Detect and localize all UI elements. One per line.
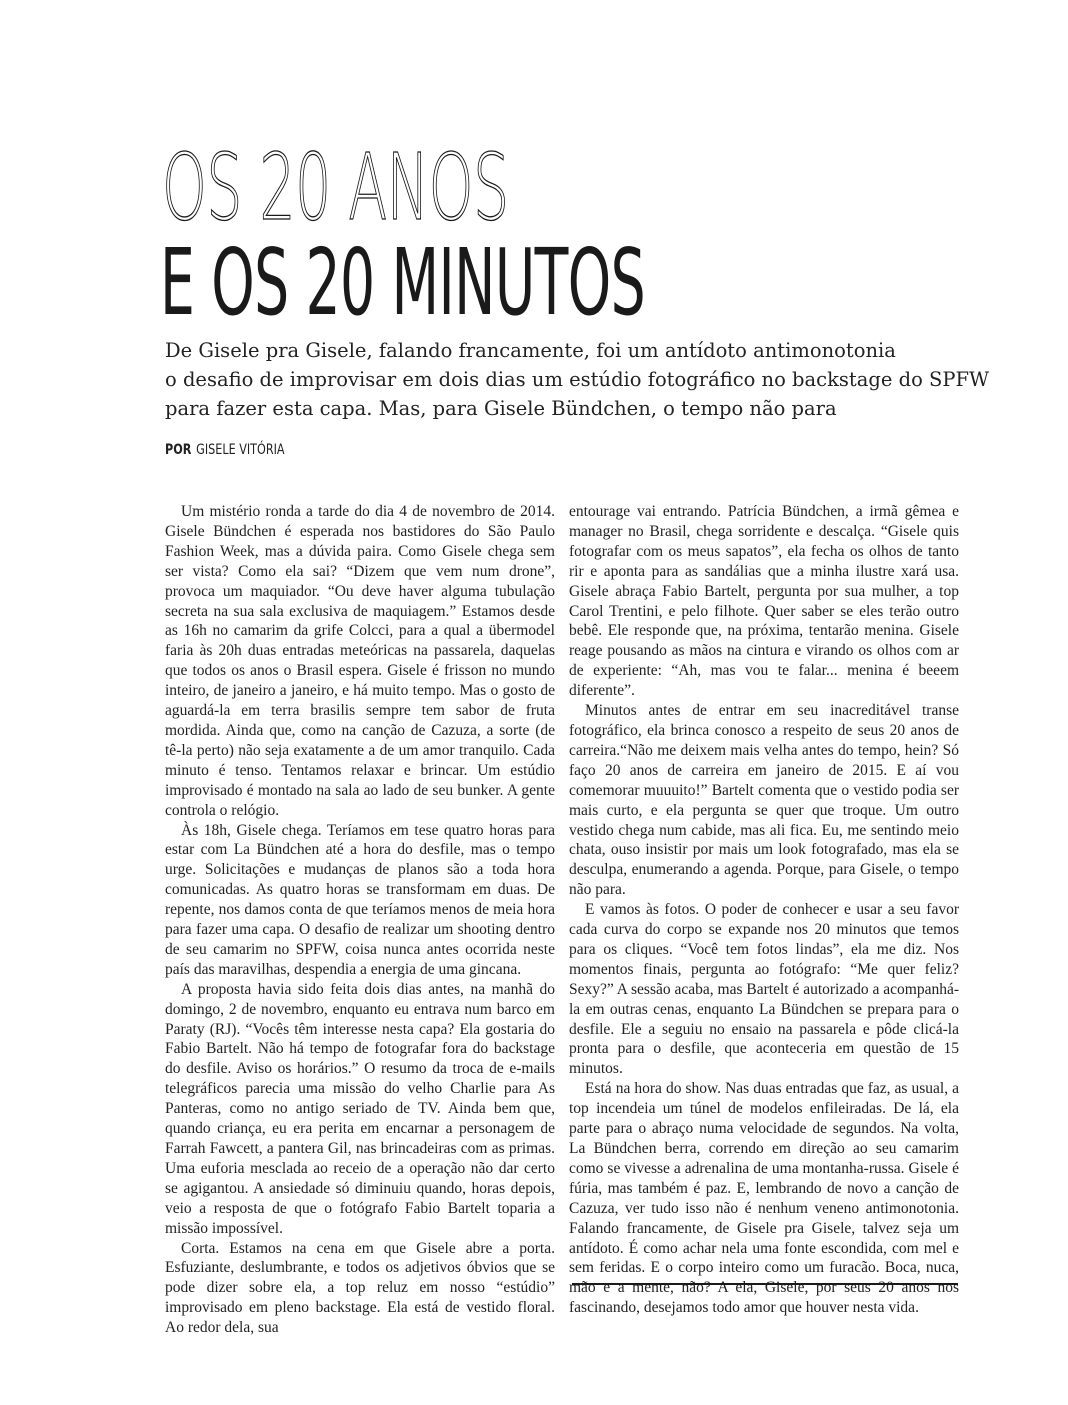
headline-line-2: E OS 20 MINUTOS bbox=[160, 229, 646, 336]
deck-line: para fazer esta capa. Mas, para Gisele Bündchen, o tempo não para bbox=[165, 397, 837, 420]
body-paragraph: E vamos às fotos. O poder de conhecer e usar a seu favor cada curva do corpo se expande nos 20 minutos que temos para os cliques. “Você tem fotos lindas”, ela me diz. Nos momentos finais, pergunta ao fotógrafo: “Me quer feliz? Sexy?” A sessão acaba, mas Bartelt é autorizado a acompanhá-la em outras cenas, enquanto La Bündchen se prepara para o desfile. Ele a seguiu no ensaio na passarela e pôde clicá-la pronta para o desfile, que aconteceria em questão de 15 minutos. bbox=[569, 901, 959, 1078]
deck-line: De Gisele pra Gisele, falando francamente, foi um antídoto antimonotonia bbox=[165, 339, 896, 362]
body-paragraph: A proposta havia sido feita dois dias antes, na manhã do domingo, 2 de novembro, enquanto eu entrava num barco em Paraty (RJ). “Vocês têm interesse nesta capa? Ela gostaria do Fabio Bartelt. Não há tempo de fotografar fora do backstage do desfile. Aviso os horários.” O resumo da troca de e-mails telegráficos parecia uma missão do velho Charlie para As Panteras, como no antigo seriado de TV. Ainda bem que, quando criança, eu era perita em encarnar a personagem de Farrah Fawcett, a pantera Gil, nas brincadeiras com as primas. Uma euforia mesclada ao receio de a operação não dar certo se agigantou. A ansiedade só diminuiu quando, horas depois, veio a resposta de que o fotógrafo Fabio Bartelt toparia a missão impossível. bbox=[165, 980, 555, 1237]
end-rule bbox=[572, 1283, 958, 1285]
body-column-right bbox=[569, 502, 959, 1318]
body-paragraph: Corta. Estamos na cena em que Gisele abre a porta. Esfuziante, deslumbrante, e todos os adjetivos óbvios que se pode dizer sobre ela, a top reluz em nosso “estúdio” improvisado em pleno backstage. Ela está de vestido floral. Ao redor dela, sua bbox=[165, 1239, 555, 1337]
body-column-left bbox=[165, 502, 555, 1338]
byline bbox=[165, 442, 285, 458]
body-paragraph: Minutos antes de entrar em seu inacreditável transe fotográfico, ela brinca conosco a respeito de seus 20 anos de carreira.“Não me deixem mais velha antes do tempo, hein? Só faço 20 anos de carreira em janeiro de 2015. E aí vou comemorar muuuito!” Bartelt comenta que o vestido podia ser mais curto, e ela pergunta se quer que troque. Um outro vestido chega num cabide, mas ali fica. Eu, me sentindo meio chata, ouso insistir por mais um look fotografado, mas ela se desculpa, enumerando a agenda. Porque, para Gisele, o tempo não para. bbox=[569, 702, 959, 899]
deck-line: o desafio de improvisar em dois dias um estúdio fotográfico no backstage do SPFW bbox=[165, 368, 990, 391]
byline-prefix: POR bbox=[165, 442, 192, 458]
body-paragraph: Está na hora do show. Nas duas entradas que faz, as usual, a top incendeia um túnel de modelos enfileiradas. De lá, ela parte para o abraço numa velocidade de segundos. Na volta, La Bündchen berra, correndo em direção ao seu camarim como se vivesse a adrenalina de uma montanha-russa. Gisele é fúria, mas também é paz. E, lembrando de novo a canção de Cazuza, ver tudo isso não é nenhum veneno antimonotonia. Falando francamente, de Gisele pra Gisele, talvez seja um antídoto. É como achar nela uma fonte escondida, com mel e sem feridas. E o corpo inteiro como um furacão. Boca, nuca, mão e a mente, não? A ela, Gisele, por seus 20 anos nos fascinando, desejamos todo amor que houver nesta vida. bbox=[569, 1080, 959, 1317]
body-paragraph: Um mistério ronda a tarde do dia 4 de novembro de 2014. Gisele Bündchen é esperada nos bastidores do São Paulo Fashion Week, mas a dúvida paira. Como Gisele chega sem ser vista? Como ela sai? “Dizem que vem num drone”, provoca um maquiador. “Ou deve haver alguma tubulação secreta na sua sala exclusiva de maquiagem.” Estamos desde as 16h no camarim da grife Colcci, para a qual a übermodel faria às 20h duas entradas meteóricas na passarela, daquelas que todos os anos o Brasil espera. Gisele é frisson no mundo inteiro, de janeiro a janeiro, e há muito tempo. Mas o gosto de aguardá-la em terra brasilis sempre tem sabor de fruta mordida. Ainda que, como na canção de Cazuza, a sorte (de tê-la perto) não seja exatamente a de um amor tranquilo. Cada minuto é tenso. Tentamos relaxar e brincar. Um estúdio improvisado é montado na sala ao lado de seu bunker. A gente controla o relógio. bbox=[165, 503, 555, 819]
body-paragraph: Às 18h, Gisele chega. Teríamos em tese quatro horas para estar com La Bündchen até a hora do desfile, mas o tempo urge. Solicitações e mudanças de planos são a toda hora comunicadas. As quatro horas se transformam em duas. De repente, nos damos conta de que teríamos menos de meia hora para fazer uma capa. O desafio de realizar um shooting dentro de seu camarim no SPFW, coisa nunca antes ocorrida neste país das maravilhas, despendia a energia de uma gincana. bbox=[165, 821, 555, 978]
body-paragraph: entourage vai entrando. Patrícia Bündchen, a irmã gêmea e manager no Brasil, chega sorridente e descalça. “Gisele quis fotografar com os meus sapatos”, ela fecha os olhos de tanto rir e aponta para as sandálias que a minha ilustre xará usa. Gisele abraça Fabio Bartelt, pergunta por sua mulher, a top Carol Trentini, e pelo filhote. Quer saber se eles terão outro bebê. Ele responde que, na próxima, tentarão menina. Gisele reage pousando as mãos na cintura e virando os olhos com ar de experiente: “Ah, mas vou te falar... menina é beeem diferente”. bbox=[569, 503, 959, 700]
headline-line-1: OS 20 ANOS bbox=[162, 134, 509, 241]
byline-author: GISELE VITÓRIA bbox=[196, 442, 285, 458]
article-deck bbox=[165, 336, 990, 423]
